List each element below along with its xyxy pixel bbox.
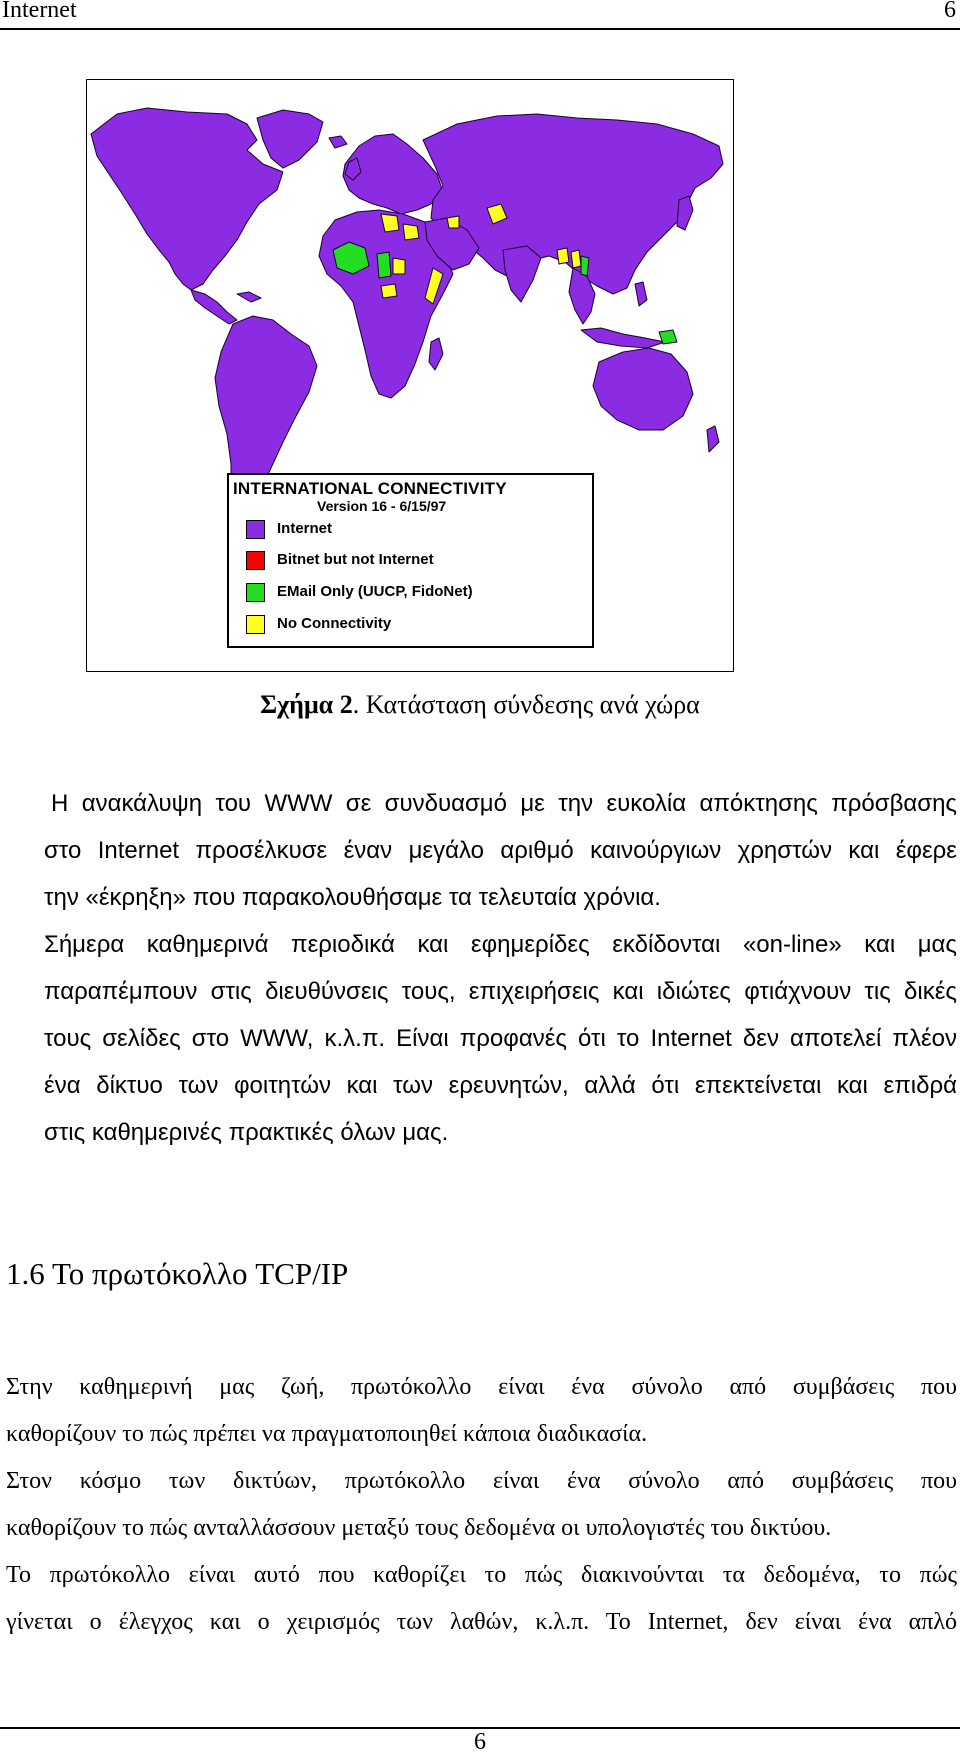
paragraph-2 — [44, 921, 957, 1156]
paragraph-line: Το πρωτόκολλο είναι αυτό που καθορίζει το πώς διακινούνται τα δεδομένα, το πώς — [6, 1562, 957, 1588]
paragraph-line: τους σελίδες στο WWW, κ.λ.π. Είναι προφανές ότι το Internet δεν αποτελεί πλέον — [44, 1025, 957, 1052]
map-region-india — [503, 246, 541, 302]
paragraph-3 — [6, 1364, 957, 1458]
legend-title: INTERNATIONAL CONNECTIVITY — [233, 479, 507, 498]
paragraph-line: Στην καθημερινή μας ζωή, πρωτόκολλο είναι ένα σύνολο από συμβάσεις που — [6, 1374, 957, 1400]
map-region-japan — [677, 196, 693, 230]
legend-swatch-bitnet — [246, 551, 265, 570]
page-header — [0, 0, 960, 30]
paragraph-4 — [6, 1458, 957, 1552]
map-region-laos-no-connectivity — [571, 250, 581, 268]
header-rule — [0, 28, 960, 30]
paragraph-line: καθορίζουν το πώς πρέπει να πραγματοποιηθεί κάποια διαδικασία. — [6, 1421, 648, 1447]
legend-swatch-email-only — [246, 583, 265, 602]
map-region-australia — [593, 348, 693, 430]
map-legend — [227, 473, 594, 648]
legend-swatch-internet — [246, 520, 265, 539]
map-region-north-america — [91, 108, 283, 290]
legend-label-internet: Internet — [277, 520, 333, 537]
legend-label-no-connectivity: No Connectivity — [277, 615, 392, 632]
paragraph-line: την «έκρηξη» που παρακολουθήσαμε τα τελευταία χρόνια. — [44, 884, 661, 911]
paragraph-line: Στον κόσμο των δικτύων, πρωτόκολλο είναι ένα σύνολο από συμβάσεις που — [6, 1468, 957, 1494]
legend-swatch-no-connectivity — [246, 615, 265, 634]
header-title: Internet — [2, 0, 77, 23]
paragraph-line: Η ανακάλυψη του WWW σε συνδυασμό με την ευκολία απόκτησης πρόσβασης — [51, 790, 957, 817]
paragraph-line: ένα δίκτυο των φοιτητών και των ερευνητών, αλλά ότι επεκτείνεται και επιδρά — [44, 1072, 957, 1099]
figure-caption-text: . Κατάσταση σύνδεσης ανά χώρα — [352, 690, 700, 719]
paragraph-line: Σήμερα καθημερινά περιοδικά και εφημερίδες εκδίδονται «on-line» και μας — [44, 931, 957, 958]
footer-page-number: 6 — [474, 1729, 486, 1755]
map-region-chad-email-only — [377, 252, 391, 278]
legend-label-bitnet: Bitnet but not Internet — [277, 551, 434, 568]
map-region-greenland — [257, 110, 323, 168]
paragraph-line: καθορίζουν το πώς ανταλλάσσουν μεταξύ τους δεδομένα οι υπολογιστές του δικτύου. — [6, 1515, 832, 1541]
map-region-madagascar — [429, 338, 443, 370]
map-region-sudan-no-connectivity — [393, 258, 405, 274]
section-heading: 1.6 Το πρωτόκολλο TCP/IP — [6, 1256, 349, 1291]
paragraph-line: στις καθημερινές πρακτικές όλων μας. — [44, 1119, 449, 1146]
legend-version: Version 16 - 6/15/97 — [317, 498, 447, 514]
paragraph-line: γίνεται ο έλεγχος και ο χειρισμός των λαθών, κ.λ.π. Το Internet, δεν είναι ένα απλό — [6, 1609, 957, 1635]
paragraph-5 — [6, 1552, 957, 1646]
map-region-caribbean — [237, 292, 261, 302]
map-region-new-zealand — [707, 426, 719, 452]
paragraph-line: στο Internet προσέλκυσε έναν μεγάλο αριθμό καινούργιων χρηστών και έφερε — [44, 837, 957, 864]
figure-caption — [0, 690, 960, 720]
map-region-vietnam-email-only — [581, 256, 589, 276]
map-region-middle-east-no-connectivity — [447, 216, 459, 228]
header-page-number: 6 — [944, 0, 956, 23]
paragraph-1 — [44, 780, 957, 921]
map-region-philippines — [635, 282, 647, 306]
map-region-central-africa-no-connectivity — [381, 284, 397, 298]
map-region-libya-no-connectivity — [403, 224, 419, 240]
connectivity-map-figure — [86, 79, 734, 672]
map-region-myanmar-no-connectivity — [557, 248, 569, 264]
legend-label-email-only: EMail Only (UUCP, FidoNet) — [277, 583, 473, 600]
map-region-indonesia — [581, 328, 665, 348]
paragraph-line: παραπέμπουν στις διευθύνσεις τους, επιχειρήσεις και ιδιώτες φτιάχνουν τις δικές — [44, 978, 957, 1005]
map-region-central-america — [191, 290, 237, 324]
map-region-iceland — [329, 136, 347, 148]
figure-caption-lead: Σχήμα 2 — [260, 690, 353, 719]
